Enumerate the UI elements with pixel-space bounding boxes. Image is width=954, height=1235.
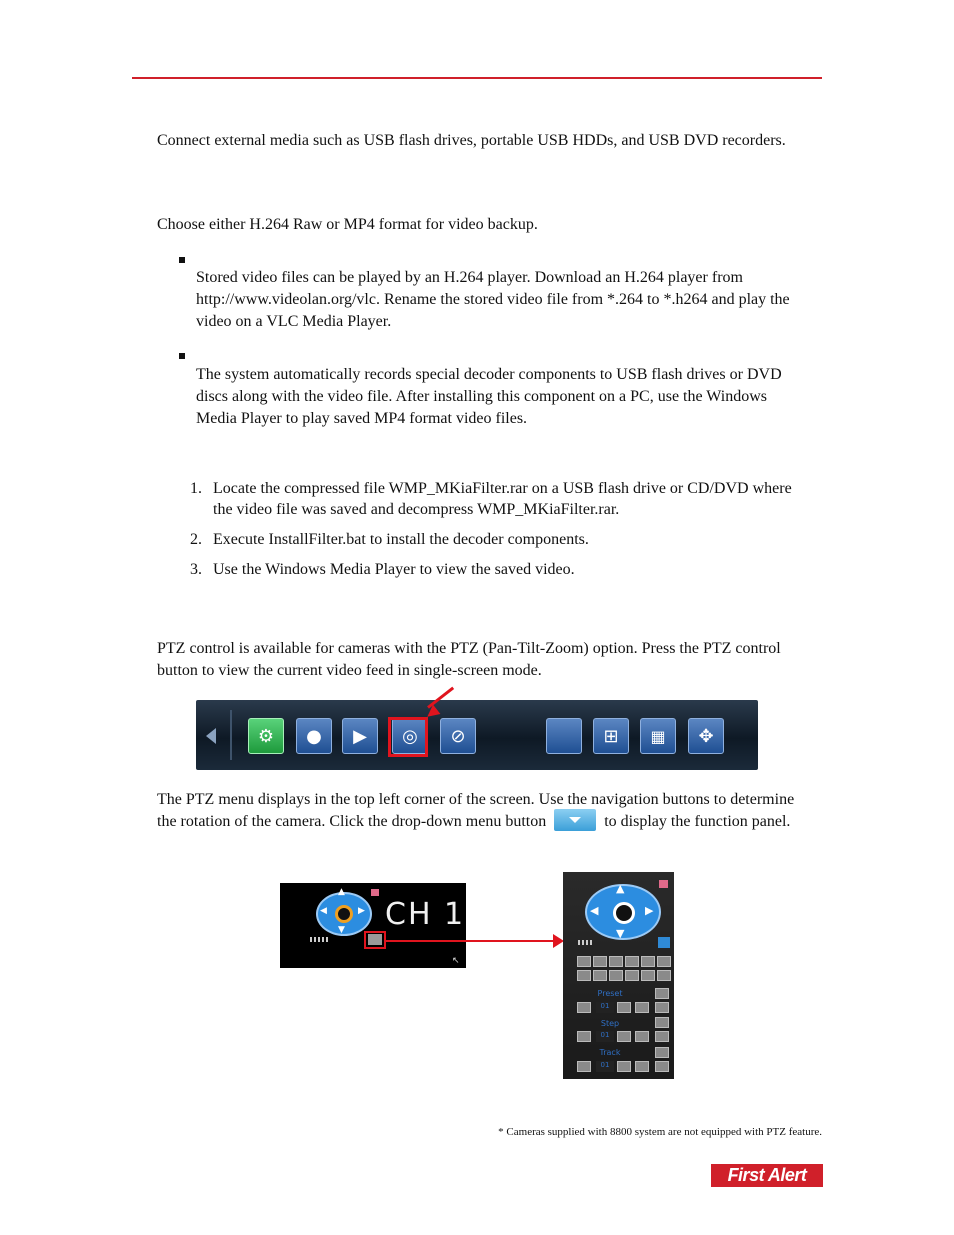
prev-icon[interactable]	[577, 1002, 591, 1013]
go-icon[interactable]	[635, 1031, 649, 1042]
collapse-icon[interactable]	[658, 937, 670, 948]
aux-up-icon[interactable]	[657, 956, 671, 967]
preset-value[interactable]: 01	[596, 1002, 614, 1013]
eraser-icon[interactable]	[655, 1002, 669, 1013]
eraser-icon[interactable]	[655, 1031, 669, 1042]
step-number: 1.	[190, 480, 202, 497]
gear-icon[interactable]: ⚙	[248, 718, 284, 754]
right-arrow-icon[interactable]: ▶	[645, 904, 654, 917]
light-off-icon[interactable]	[625, 970, 639, 981]
track-label: Track	[599, 1048, 621, 1057]
edit-icon[interactable]	[655, 1047, 669, 1058]
ptz-menu-paragraph	[157, 789, 817, 833]
footnote: * Cameras supplied with 8800 system are not equipped with PTZ feature.	[498, 1126, 822, 1138]
nine-screen-icon[interactable]: ▦	[640, 718, 676, 754]
bullet-marker	[179, 353, 185, 359]
go-icon[interactable]	[635, 1061, 649, 1072]
prev-icon[interactable]	[577, 1031, 591, 1042]
ptz-center-button[interactable]	[613, 902, 635, 924]
iris-close-icon[interactable]	[609, 970, 623, 981]
dropdown-button-icon	[554, 809, 596, 831]
toolbar-divider	[230, 710, 232, 760]
close-icon[interactable]	[659, 880, 668, 888]
search-icon[interactable]: ⊘	[440, 718, 476, 754]
single-screen-icon[interactable]	[546, 718, 582, 754]
ptz-button-highlight	[388, 717, 428, 757]
prev-icon[interactable]	[577, 1061, 591, 1072]
next-icon[interactable]	[617, 1031, 631, 1042]
record-icon[interactable]: ●	[296, 718, 332, 754]
step-number: 2.	[190, 531, 202, 548]
play-icon[interactable]: ▶	[342, 718, 378, 754]
edit-icon[interactable]	[655, 988, 669, 999]
step-label: Step	[600, 1019, 620, 1028]
wiper-on-icon[interactable]	[641, 956, 655, 967]
right-arrow-icon[interactable]: ▶	[358, 906, 365, 916]
next-icon[interactable]	[617, 1002, 631, 1013]
left-arrow-icon[interactable]: ◀	[590, 904, 599, 917]
zoom-out-icon[interactable]	[577, 970, 591, 981]
iris-open-icon[interactable]	[609, 956, 623, 967]
zoom-in-icon[interactable]	[577, 956, 591, 967]
dvr-toolbar	[196, 700, 758, 770]
step-number: 3.	[190, 561, 202, 578]
external-media-paragraph: Connect external media such as USB flash drives, portable USB HDDs, and USB DVD recorders.	[157, 132, 786, 149]
signal-bars-icon	[310, 937, 328, 942]
left-arrow-icon[interactable]: ◀	[320, 906, 327, 916]
ptz-center-button[interactable]	[335, 905, 353, 923]
ptz-menu-text-before: The PTZ menu displays in the top left corner of the screen. Use the navigation buttons to determine the rotation of the camera. Click the drop-down menu button	[157, 791, 795, 830]
eraser-icon[interactable]	[655, 1061, 669, 1072]
close-icon[interactable]	[371, 889, 379, 896]
down-arrow-icon[interactable]: ▼	[338, 925, 345, 935]
quad-screen-icon[interactable]: ⊞	[593, 718, 629, 754]
format-choice-paragraph: Choose either H.264 Raw or MP4 format for video backup.	[157, 216, 538, 233]
ptz-eye-icon[interactable]: ◎	[392, 718, 428, 754]
next-icon[interactable]	[617, 1061, 631, 1072]
edit-icon[interactable]	[655, 1017, 669, 1028]
up-arrow-icon[interactable]: ▲	[616, 882, 625, 895]
h264-bullet-text: Stored video files can be played by an H.264 player. Download an H.264 player from http://www.videolan.org/vlc. Rename the stored video file from *.264 to *.h264 and play the video on a VLC Media Player.	[196, 269, 790, 330]
ptz-intro-paragraph: PTZ control is available for cameras with the PTZ (Pan-Tilt-Zoom) option. Press the PTZ control button to view the current video feed in single-screen mode.	[157, 640, 781, 679]
step-text: Execute InstallFilter.bat to install the decoder components.	[213, 531, 589, 548]
wiper-off-icon[interactable]	[641, 970, 655, 981]
light-on-icon[interactable]	[625, 956, 639, 967]
header-rule	[132, 77, 822, 79]
dropdown-highlight	[364, 931, 386, 949]
step-value[interactable]: 01	[596, 1031, 614, 1042]
focus-near-icon[interactable]	[593, 956, 607, 967]
go-icon[interactable]	[635, 1002, 649, 1013]
up-arrow-icon[interactable]: ▲	[338, 887, 345, 897]
ptz-menu-text-after: to display the function panel.	[604, 813, 791, 830]
down-arrow-icon[interactable]: ▼	[616, 927, 625, 940]
preset-label: Preset	[597, 989, 623, 998]
mp4-bullet-text: The system automatically records special decoder components to USB flash drives or DVD discs along with the video file. After installing this component on a PC, use the Windows Media Player to play saved MP4 format video files.	[196, 366, 782, 427]
channel-label: CH 1	[385, 897, 466, 932]
first-alert-logo: First Alert	[711, 1164, 823, 1187]
left-arrow-icon[interactable]	[206, 728, 216, 744]
track-value[interactable]: 01	[596, 1061, 614, 1072]
fullscreen-icon[interactable]: ✥	[688, 718, 724, 754]
signal-bars-icon	[578, 940, 594, 945]
connector-line	[386, 940, 556, 942]
step-text: Use the Windows Media Player to view the saved video.	[213, 561, 575, 578]
bullet-marker	[179, 257, 185, 263]
aux-down-icon[interactable]	[657, 970, 671, 981]
step-text: Locate the compressed file WMP_MKiaFilter.rar on a USB flash drive or CD/DVD where the video file was saved and decompress WMP_MKiaFilter.rar.	[213, 480, 792, 518]
focus-far-icon[interactable]	[593, 970, 607, 981]
cursor-icon: ↖	[452, 956, 460, 966]
